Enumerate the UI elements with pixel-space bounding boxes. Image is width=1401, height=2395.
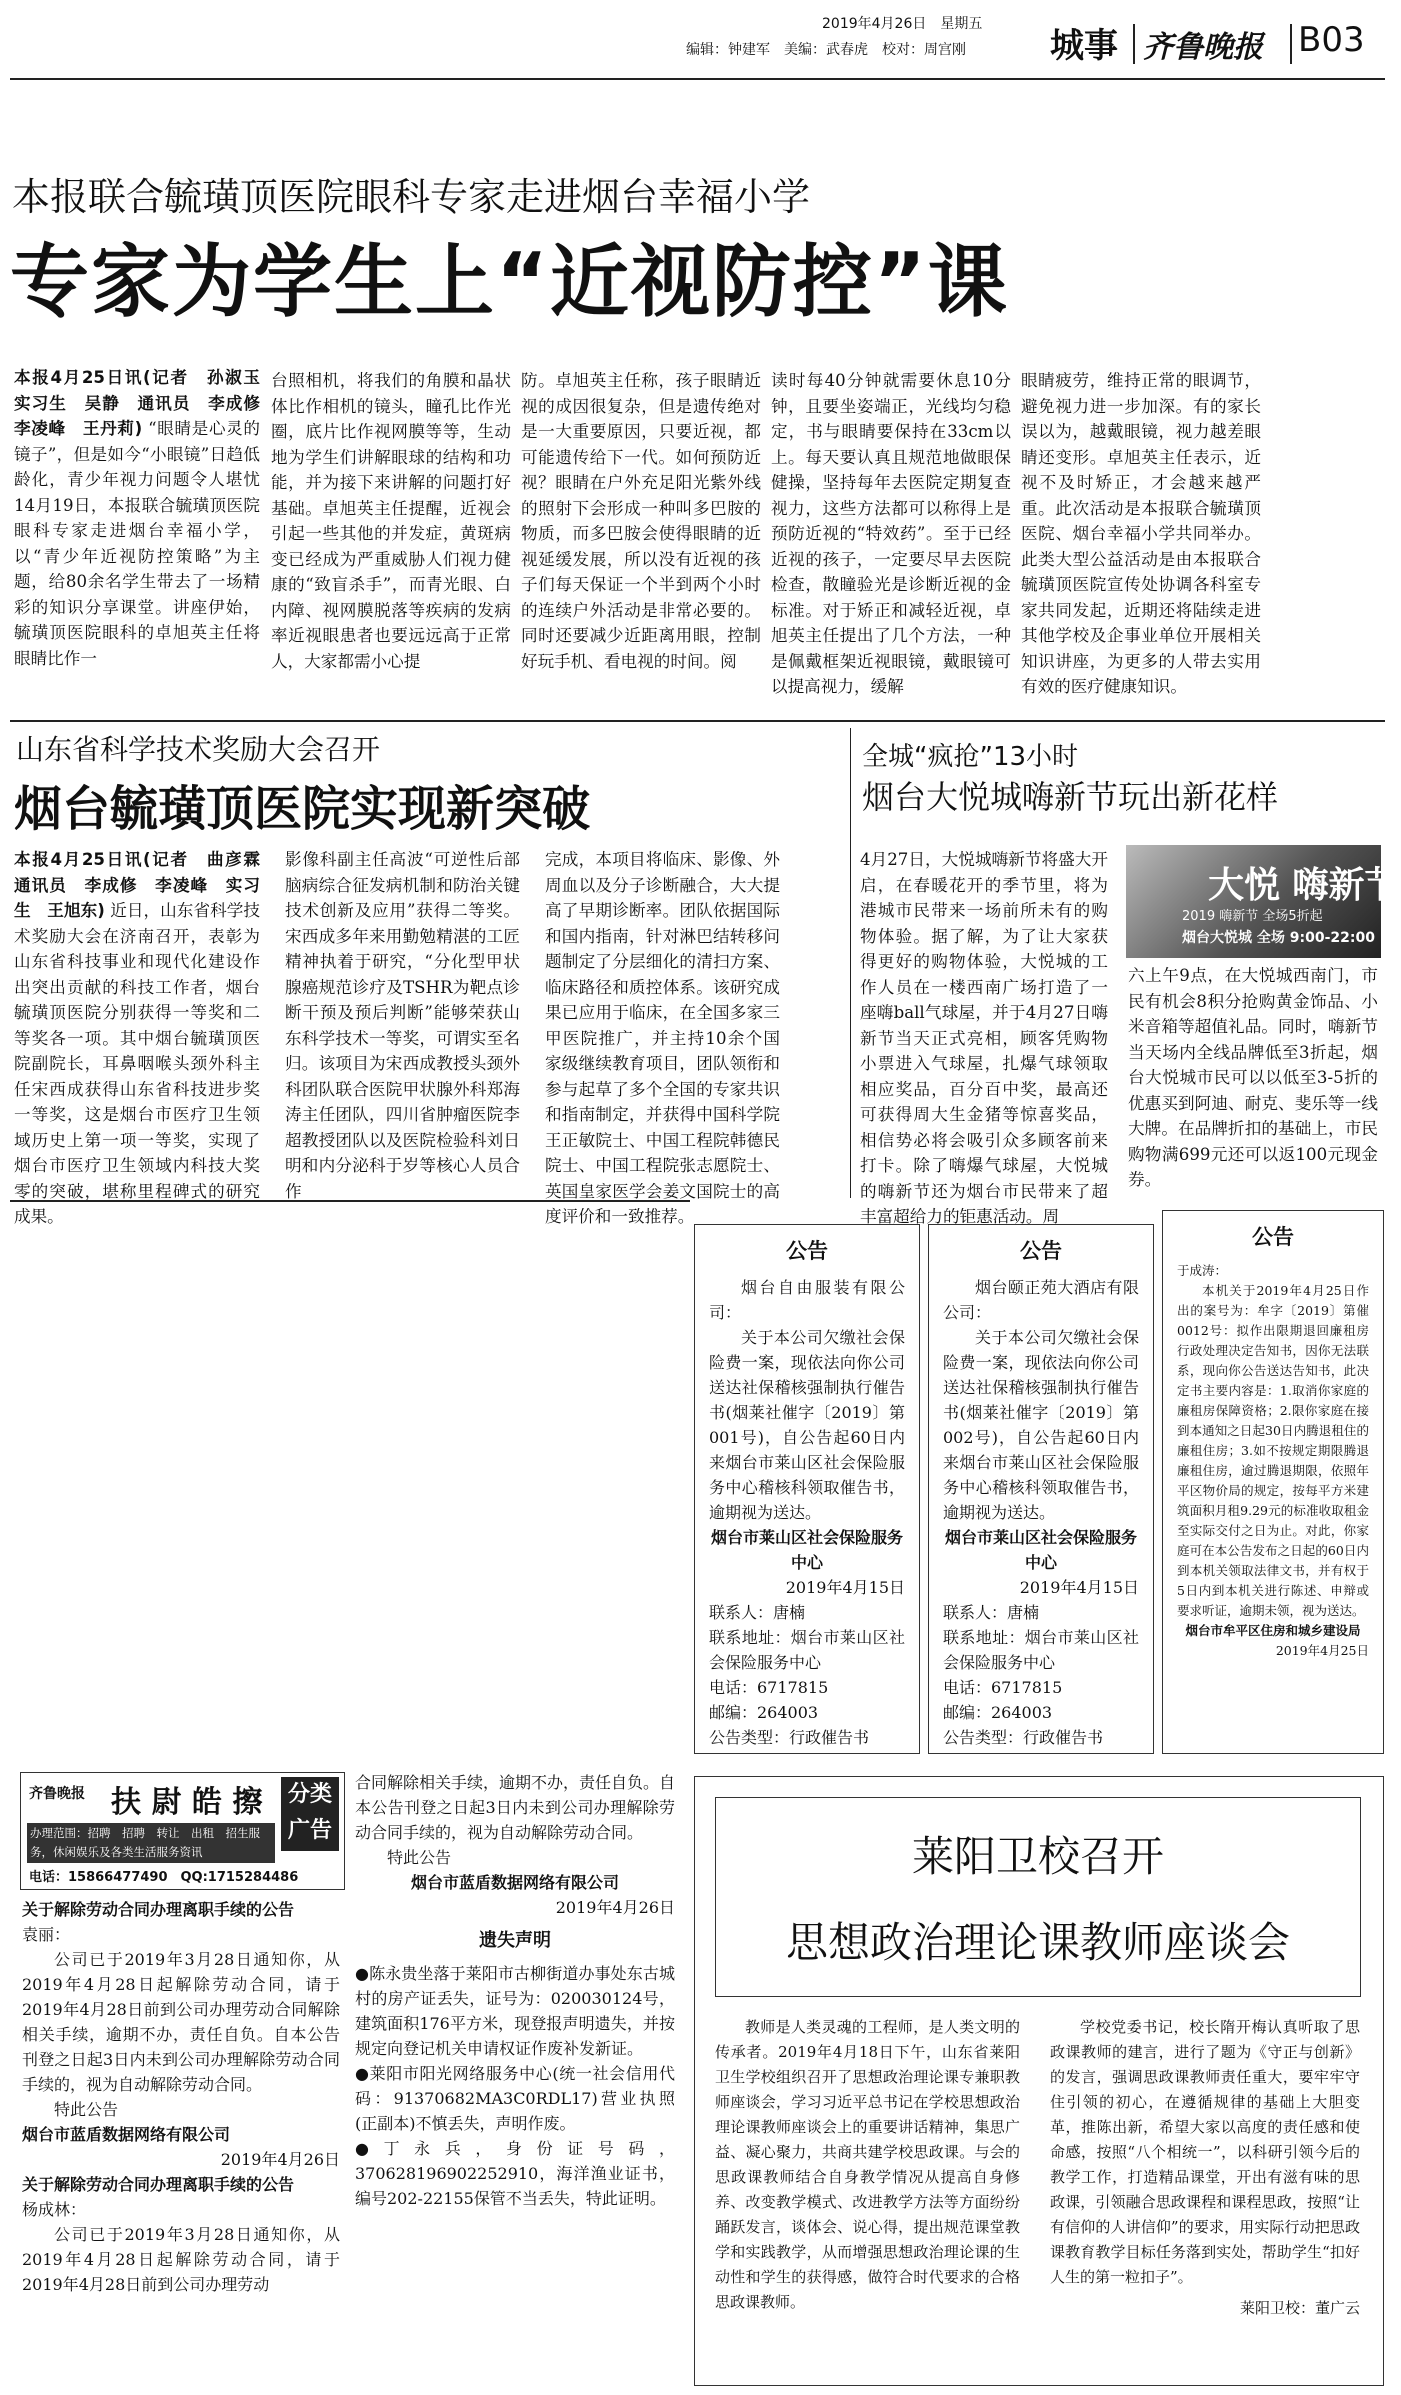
- page-number: B03: [1298, 20, 1365, 60]
- notice-1-phone: 电话：6717815: [709, 1678, 829, 1697]
- notice-3-date: 2019年4月25日: [1275, 1643, 1369, 1658]
- notice-1-to: 烟台自由服装有限公司：: [709, 1278, 905, 1322]
- lost-notice-1: ●陈永贵坐落于莱阳市古柳街道办事处东古城村的房产证丢失，证号为：020030124号，建筑面积176平方米，现登报声明遗失，并按规定向登记机关申请权证作废补发新证。: [355, 1964, 675, 2058]
- notice-2-contact: 联系人：唐楠: [943, 1603, 1040, 1622]
- article4-box: [694, 1776, 1384, 2386]
- dismissal-notice-1-org: 烟台市蓝盾数据网络有限公司: [22, 2125, 231, 2144]
- notice-1-date: 2019年4月15日: [785, 1578, 905, 1597]
- notice-2-phone: 电话：6717815: [943, 1678, 1063, 1697]
- article2-kicker: 山东省科学技术奖励大会召开: [16, 733, 381, 766]
- article3-col2: 六上午9点，在大悦城西南门，市民有机会8积分抢购黄金饰品、小米音箱等超值礼品。同时，嗨新节当天场内全线品牌低至3折起，烟台大悦城市民可以以低至3-5折的优惠买到阿迪、耐克、斐乐等一线大牌。在品牌折扣的基础上，市民购物满699元还可以返100元现金券。: [1128, 966, 1378, 1189]
- notice-1-contact: 联系人：唐楠: [709, 1603, 806, 1622]
- article4-sign: 莱阳卫校：董广云: [1239, 2299, 1360, 2317]
- article2-col2: 影像科副主任高波“可逆性后部脑病综合征发病机制和防治关键技术创新及应用”获得二等奖。宋西成多年来用勤勉精湛的工匠精神执着于研究，“分化型甲状腺癌规范诊疗及TSHR为靶点诊断干预及预后判断”能够荣获山东科学技术一等奖，可谓实至名归。该项目为宋西成教授头颈外科团队联合医院甲状腺外科郑海涛主任团队，四川省肿瘤医院李超教授团队以及医院检验科刘日明和内分泌科于岁等核心人员合作: [285, 850, 520, 1201]
- classified-brand: 齐鲁晚报: [29, 1786, 85, 1802]
- notice-1-zip: 邮编：264003: [709, 1703, 819, 1722]
- notice-1-text: 关于本公司欠缴社会保险费一案，现依法向你公司送达社保稽核强制执行催告书(烟莱社催字〔2019〕第001号)，自公告起60日内来烟台市莱山区社会保险服务中心稽核科领取催告书，逾期视为送达。: [709, 1328, 905, 1522]
- article4-col1-text: 教师是人类灵魂的工程师，是人类文明的传承者。2019年4月18日下午，山东省莱阳卫生学校组织召开了思想政治理论课专兼职教师座谈会，学习习近平总书记在学校思想政治理论课教师座谈会上的重要讲话精神，集思广益、凝心聚力，共商共建学校思政课。与会的思政课教师结合自身教学情况从提高自身修养、改变教学模式、改进教学方法等方面纷纷踊跃发言，谈体会、说心得，提出规范课堂教学和实践教学，从而增强思想政治理论课的生动性和学生的获得感，做符合时代要求的合格思政课教师。: [715, 2018, 1020, 2311]
- notice-1-body: [709, 1275, 905, 1750]
- mall-ad-title: 大悦 嗨新节: [1208, 865, 1401, 906]
- dismissal-notice-1-title: 关于解除劳动合同办理离职手续的公告: [22, 1900, 295, 1919]
- classified-col1: [22, 1897, 340, 2387]
- notice-3-title: 公告: [1252, 1225, 1294, 1249]
- notice-box-1: [694, 1224, 920, 1754]
- dismissal-notice-2-cont: 合同解除相关手续，逾期不办，责任自负。自本公告刊登之日起3日内未到公司办理解除劳动合同手续的，视为自动解除劳动合同。: [355, 1773, 676, 1842]
- article1-col1: [14, 365, 277, 710]
- notice-box-3: [1162, 1210, 1384, 1754]
- article4-col2-text: 学校党委书记，校长隋开梅认真听取了思政课教师的建言，进行了题为《守正与创新》的发言，强调思政课教师责任重大，要牢牢守住引领的初心，在遵循规律的基础上大胆变革，推陈出新，希望大家以高度的责任感和使命感，按照“八个相统一”，以科研引领今后的教学工作，打造精品课堂，开出有滋有味的思政课，引领融合思政课程和课程思政，按照“让有信仰的人讲信仰”的要求，用实际行动把思政课教育教学目标任务落到实处，帮助学生“扣好人生的第一粒扣子”。: [1050, 2018, 1360, 2286]
- issue-date: 2019年4月26日 星期五: [822, 16, 983, 32]
- lost-notice-title: 遗失声明: [479, 1930, 551, 1951]
- article1-kicker: 本报联合毓璜顶医院眼科专家走进烟台幸福小学: [12, 175, 811, 219]
- article-divider-v: [850, 728, 851, 1198]
- notice-2-type: 公告类型：行政催告书: [943, 1728, 1104, 1747]
- masthead-divider-2: [1290, 24, 1292, 64]
- mall-ad-line: 烟台大悦城 全场 9:00-22:00: [1182, 930, 1375, 946]
- article1-col4: 读时每40分钟就需要休息10分钟，且要坐姿端正，光线均匀稳定，书与眼睛要保持在33cm以上。每天要认真且规范地做眼保健操，坚持每年去医院定期复查视力，这些方法都可以称得上是预防近视的“特效药”。至于已经近视的孩子，一定要尽早去医院检查，散瞳验光是诊断近视的金标准。对于矫正和减轻近视，卓旭英主任提出了几个方法，一种是佩戴框架近视眼镜，戴眼镜可以提高视力，缓解: [771, 371, 1011, 696]
- section-rule-2: [10, 1200, 690, 1202]
- article2-headline: 烟台毓璜顶医院实现新突破: [14, 781, 591, 837]
- lost-notice-3: ●丁永兵，身份证号码，370628196902252910，海洋渔业证书，编号202-22155保管不当丢失，特此证明。: [355, 2139, 675, 2208]
- article1-col3: 防。卓旭英主任称，孩子眼睛近视的成因很复杂，但是遗传绝对是一大重要原因，只要近视，都可能遗传给下一代。如何预防近视？眼睛在户外充足阳光紫外线的照射下会形成一种叫多巴胺的物质，而多巴胺会使得眼睛的近视延缓发展，所以没有近视的孩子们每天保证一个半到两个小时的连续户外活动是非常必要的。同时还要减少近距离用眼，控制好玩手机、看电视的时间。阅: [521, 371, 761, 671]
- notice-3-body: [1177, 1261, 1369, 1661]
- notice-3-text: 本机关于2019年4月25日作出的案号为：牟字〔2019〕第催0012号：拟作出限期退回廉租房行政处理决定告知书，因你无法联系，现向你公告送达告知书，此决定书主要内容是：1.取消你家庭的廉租房保障资格；2.限你家庭在接到本通知之日起30日内腾退租住的廉租住房；3.如不按规定期限腾退廉租住房，逾过腾退期限，依照年平区物价局的规定，按每平方米建筑面积月租9.29元的标准收取租金至实际交付之日为止。对此，你家庭可在本公告发布之日起的60日内到本机关领取法律文书，并有权于5日内到本机关进行陈述、申辩或要求听证，逾期未领，视为送达。: [1177, 1283, 1369, 1618]
- article3-kicker: 全城“疯抢”13小时: [862, 742, 1079, 772]
- notice-box-2: [928, 1224, 1154, 1754]
- masthead-divider: [1133, 24, 1135, 64]
- article4-col1: [715, 2015, 1020, 2365]
- classified-scope: 办理范围：招聘 招聘 转让 出租 招生服务，休闲娱乐及各类生活服务资讯: [27, 1823, 275, 1863]
- paper-logo: 齐鲁晚报: [1143, 30, 1263, 65]
- notice-1-org: 烟台市莱山区社会保险服务中心: [710, 1528, 903, 1572]
- article3-headline: 烟台大悦城嗨新节玩出新花样: [862, 778, 1279, 816]
- article1-col2: 台照相机，将我们的角膜和晶状体比作相机的镜头，瞳孔比作光圈，底片比作视网膜等等，生动地为学生们讲解眼球的结构和功能，并为接下来讲解的问题打好基础。卓旭英主任提醒，近视会引起一些其他的并发症，黄斑病变已经成为严重威胁人们视力健康的“致盲杀手”，而青光眼、白内障、视网膜脱落等疾病的发病率近视眼患者也要远远高于正常人，大家都需小心提: [271, 371, 511, 671]
- classified-banner: [20, 1772, 345, 1890]
- dismissal-notice-1-body: 公司已于2019年3月28日通知你，从2019年4月28日起解除劳动合同，请于2019年4月28日前到公司办理劳动合同解除相关手续，逾期不办，责任自负。自本公告刊登之日起3日内未到公司办理解除劳动合同手续的，视为自动解除劳动合同。: [22, 1950, 340, 2094]
- article2-col3: 完成，本项目将临床、影像、外周血以及分子诊断融合，大大提高了早期诊断率。团队依据国际和国内指南，针对淋巴结转移问题制定了分层细化的清扫方案、临床路径和质控体系。该研究成果已应用于临床，在全国多家三甲医院推广，并主持10余个国家级继续教育项目，团队领衔和参与起草了多个全国的专家共识和指南制定，并获得中国科学院王正敏院士、中国工程院韩德民院士、中国工程院张志愿院士、英国皇家医学会姜文国院士的高度评价和一致推荐。: [545, 850, 780, 1226]
- article1-headline: 专家为学生上“近视防控”课: [10, 236, 1009, 328]
- classified-phone: 电话：15866477490 QQ:1715284486: [29, 1870, 299, 1885]
- article3-col1: 4月27日，大悦城嗨新节将盛大开启，在春暖花开的季节里，将为港城市民带来一场前所未有的购物体验。据了解，为了让大家获得更好的购物体验，大悦城的工作人员在一楼西南广场打造了一座嗨ball气球屋，并于4月27日嗨新节当天正式亮相，顾客凭购物小票进入气球屋，扎爆气球领取相应奖品，百分百中奖，最高还可获得周大生金猪等惊喜奖品，相信势必将会吸引众多顾客前来打卡。除了嗨爆气球屋，大悦城的嗨新节还为烟台市民带来了超丰富超给力的钜惠活动。周: [860, 850, 1108, 1226]
- lost-notice-2: ●莱阳市阳光网络服务中心(统一社会信用代码：91370682MA3C0RDL17)营业执照(正副本)不慎丢失，声明作废。: [355, 2064, 675, 2133]
- dismissal-notice-2-to: 杨成林：: [22, 2200, 87, 2219]
- dismissal-notice-2-org: 烟台市蓝盾数据网络有限公司: [410, 1873, 619, 1892]
- editor-credits: 编辑：钟建军 美编：武春虎 校对：周宫刚: [686, 42, 966, 58]
- dismissal-notice-2-sign: 特此公告: [387, 1848, 452, 1867]
- masthead-rule: [10, 78, 1385, 80]
- dismissal-notice-2-date: 2019年4月26日: [555, 1898, 675, 1917]
- mall-ad-image: [1126, 845, 1401, 958]
- article2-byline: 本报4月25日讯(记者 曲彦霖 通讯员 李成修 李凌峰 实习生 王旭东): [14, 850, 277, 920]
- article2-col1-text: 近日，山东省科学技术奖励大会在济南召开，表彰为山东省科技事业和现代化建设作出突出贡献的科技工作者，烟台毓璜顶医院分别获得一等奖和二等奖各一项。其中烟台毓璜顶医院副院长，耳鼻咽喉头颈外科主任宋西成获得山东省科技进步奖一等奖，这是烟台市医疗卫生领域历史上第一项一等奖，实现了烟台市医疗卫生领域内科技大奖零的突破，堪称里程碑式的研究成果。: [14, 901, 260, 1226]
- classified-title: 扶 尉 皓 擦: [111, 1785, 263, 1820]
- notice-2-to: 烟台颐正苑大酒店有限公司：: [943, 1278, 1139, 1322]
- notice-3-org: 烟台市牟平区住房和城乡建设局: [1185, 1623, 1361, 1638]
- notice-2-zip: 邮编：264003: [943, 1703, 1053, 1722]
- notice-2-text: 关于本公司欠缴社会保险费一案，现依法向你公司送达社保稽核强制执行催告书(烟莱社催字〔2019〕第002号)，自公告起60日内来烟台市莱山区社会保险服务中心稽核科领取催告书，逾期视为送达。: [943, 1328, 1139, 1522]
- article1-byline: 本报4月25日讯(记者 孙淑玉 实习生 吴静 通讯员 李成修 李凌峰 王丹莉): [14, 368, 277, 438]
- dismissal-notice-1-date: 2019年4月26日: [220, 2150, 340, 2169]
- notice-1-type: 公告类型：行政催告书: [709, 1728, 870, 1747]
- notice-2-date: 2019年4月15日: [1019, 1578, 1139, 1597]
- notice-2-body: [943, 1275, 1139, 1750]
- article4-headline-box: [715, 1797, 1361, 1997]
- article4-headline2: 思想政治理论课教师座谈会: [785, 1918, 1290, 1967]
- dismissal-notice-2-title: 关于解除劳动合同办理离职手续的公告: [22, 2175, 295, 2194]
- article1-col5: 眼睛疲劳，维持正常的眼调节，避免视力进一步加深。有的家长误以为，越戴眼镜，视力越差眼睛还变形。卓旭英主任表示，近视不及时矫正，才会越来越严重。此次活动是本报联合毓璜顶医院、烟台幸福小学共同举办。此类大型公益活动是由本报联合毓璜顶医院宣传处协调各科室专家共同发起，近期还将陆续走进其他学校及企事业单位开展相关知识讲座，为更多的人带去实用有效的医疗健康知识。: [1021, 371, 1261, 696]
- article2-col1: [14, 847, 277, 1226]
- notice-1-title: 公告: [786, 1239, 828, 1263]
- mall-ad-tag: 2019 嗨新节 全场5折起: [1182, 909, 1323, 924]
- dismissal-notice-2-body: 公司已于2019年3月28日通知你，从2019年4月28日起解除劳动合同，请于2019年4月28日前到公司办理劳动: [22, 2225, 340, 2294]
- section-rule-1: [10, 720, 1385, 722]
- dismissal-notice-1-sign: 特此公告: [54, 2100, 119, 2119]
- notice-2-org: 烟台市莱山区社会保险服务中心: [944, 1528, 1137, 1572]
- article4-headline1: 莱阳卫校召开: [911, 1832, 1164, 1881]
- section-name: 城事: [1050, 26, 1118, 66]
- notice-2-title: 公告: [1020, 1239, 1062, 1263]
- classified-side-badge: 分类广告: [281, 1777, 339, 1851]
- dismissal-notice-1-to: 袁丽：: [22, 1925, 71, 1944]
- classified-col2: [355, 1770, 675, 2387]
- notice-1-address: 联系地址：烟台市莱山区社会保险服务中心: [709, 1628, 905, 1672]
- notice-2-address: 联系地址：烟台市莱山区社会保险服务中心: [943, 1628, 1139, 1672]
- notice-3-to: 于成涛：: [1177, 1263, 1228, 1278]
- article4-col2: [1050, 2015, 1360, 2365]
- article1-col1-text: “眼睛是心灵的镜子”，但是如今“小眼镜”日趋低龄化，青少年视力问题令人堪忧14月19日，本报联合毓璜顶医院眼科专家走进烟台幸福小学，以“青少年近视防控策略”为主题，给80余名学生带去了一场精彩的知识分享课堂。讲座伊始，毓璜顶医院眼科的卓旭英主任将眼睛比作一: [14, 419, 260, 668]
